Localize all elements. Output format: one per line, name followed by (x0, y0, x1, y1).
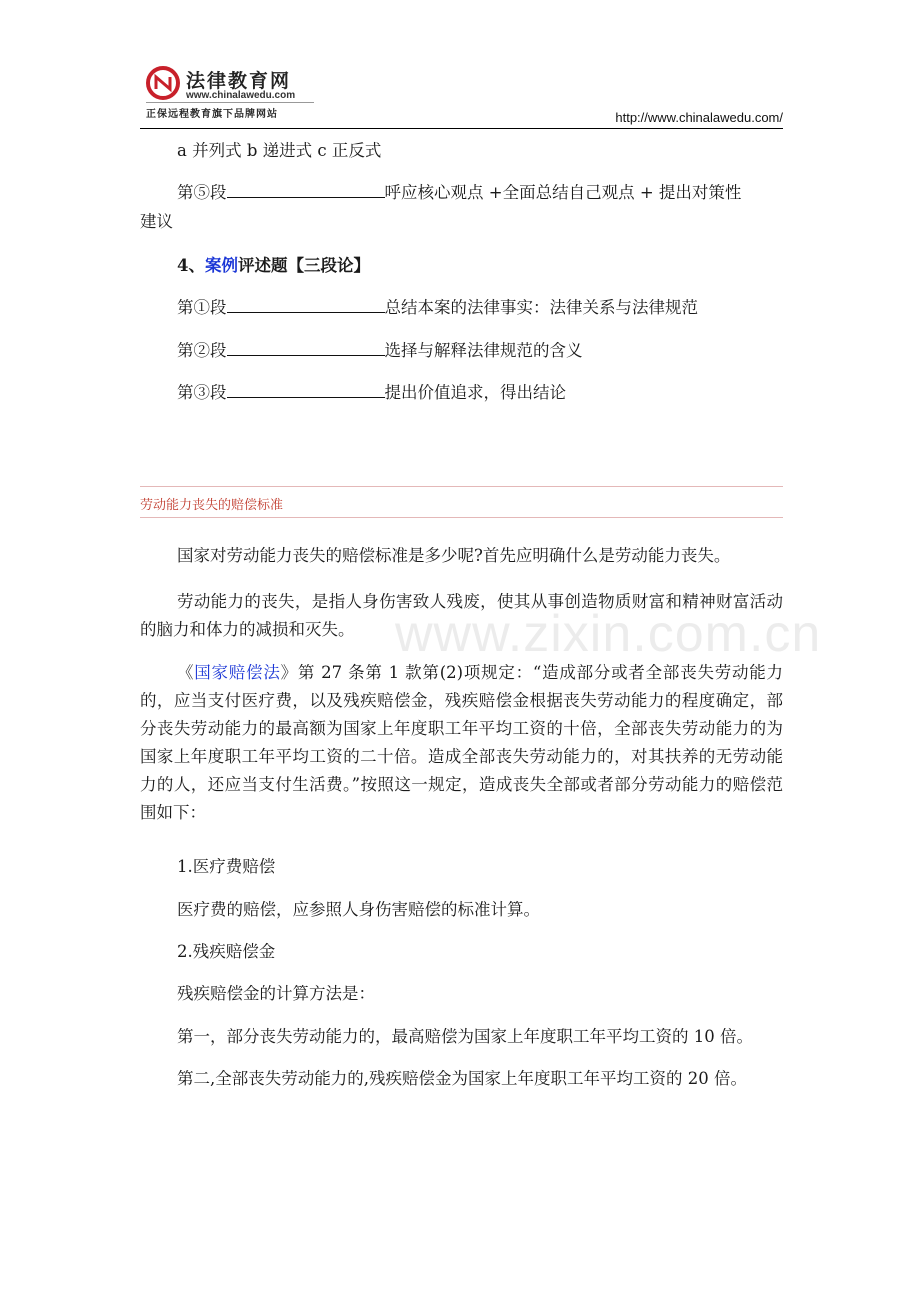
case-item-text: 提出价值追求，得出结论 (384, 383, 566, 402)
fill-in-blank (227, 340, 385, 356)
logo-title: 法律教育网 (186, 70, 292, 92)
section-title: 劳动能力丧失的赔偿标准 (140, 498, 284, 513)
fill-in-blank (227, 382, 385, 398)
body-paragraph-2: 劳动能力的丧失，是指人身伤害致人残废，使其从事创造物质财富和精神财富活动的脑力和体力的减损和灭失。 (140, 592, 783, 639)
fill-in-blank (227, 297, 385, 313)
first-method: 第一，部分丧失劳动能力的，最高赔偿为国家上年度职工年平均工资的 10 倍。 (177, 1027, 753, 1046)
site-url-link[interactable]: http://www.chinalawedu.com/ (615, 110, 783, 125)
paragraph5-line (177, 182, 741, 204)
item1-text: 医疗费的赔偿，应参照人身伤害赔偿的标准计算。 (177, 900, 540, 919)
section-title-bar (140, 486, 783, 518)
case-heading-number: 4、 (177, 256, 205, 275)
case-link[interactable]: 案例 (204, 256, 238, 275)
paragraph5-label: 第⑤段 (177, 183, 227, 202)
fill-in-blank (227, 182, 385, 198)
item2-title: 2.残疾赔偿金 (177, 942, 276, 961)
quote-open: 《 (177, 663, 195, 682)
paragraph3-text: 》第 27 条第 1 款第(2)项规定：“造成部分或者全部丧失劳动能力的，应当支付医疗费，以及残疾赔偿金，残疾赔偿金根据丧失劳动能力的程度确定，部分丧失劳动能力的最高额为国家上年度职工年平均工资的十倍，全部丧失劳动能力的为国家上年度职工年平均工资的二十倍。造成全部丧失劳动能力的，对其扶养的无劳动能力的人，还应当支付生活费。”按照这一规定，造成丧失全部或者部分劳动能力的赔偿范围如下： (140, 663, 784, 822)
case-item-text: 选择与解释法律规范的含义 (384, 341, 583, 360)
header-rule (140, 128, 783, 129)
case-item-text: 总结本案的法律事实：法律关系与法律规范 (384, 298, 698, 317)
case-heading (177, 255, 370, 277)
state-compensation-law-link[interactable]: 国家赔偿法 (194, 663, 281, 682)
case-item (177, 382, 566, 404)
case-item-label: 第①段 (177, 298, 227, 317)
logo-divider (146, 102, 314, 103)
paragraph5-text: 呼应核心观点 +全面总结自己观点 + 提出对策性 (384, 183, 742, 202)
document-header (140, 62, 783, 132)
body-paragraph-1: 国家对劳动能力丧失的赔偿标准是多少呢?首先应明确什么是劳动能力丧失。 (177, 546, 731, 565)
logo-tagline: 正保远程教育旗下品牌网站 (146, 109, 278, 120)
watermark: www.zixin.com.cn (395, 605, 822, 663)
case-item-label: 第②段 (177, 341, 227, 360)
case-item (177, 297, 698, 319)
logo-url: www.chinalawedu.com (186, 90, 296, 101)
case-heading-rest: 评述题【三段论】 (237, 256, 370, 275)
item1-title: 1.医疗费赔偿 (177, 857, 276, 876)
law-education-logo-icon (146, 66, 180, 100)
body-paragraph-3 (140, 659, 783, 827)
second-method: 第二,全部丧失劳动能力的,残疾赔偿金为国家上年度职工年平均工资的 20 倍。 (177, 1069, 747, 1088)
item2-text: 残疾赔偿金的计算方法是： (177, 984, 375, 1003)
case-item (177, 340, 583, 362)
case-item-label: 第③段 (177, 383, 227, 402)
paragraph5-continuation: 建议 (140, 212, 173, 231)
essay-types-line: a 并列式 b 递进式 c 正反式 (177, 141, 382, 160)
